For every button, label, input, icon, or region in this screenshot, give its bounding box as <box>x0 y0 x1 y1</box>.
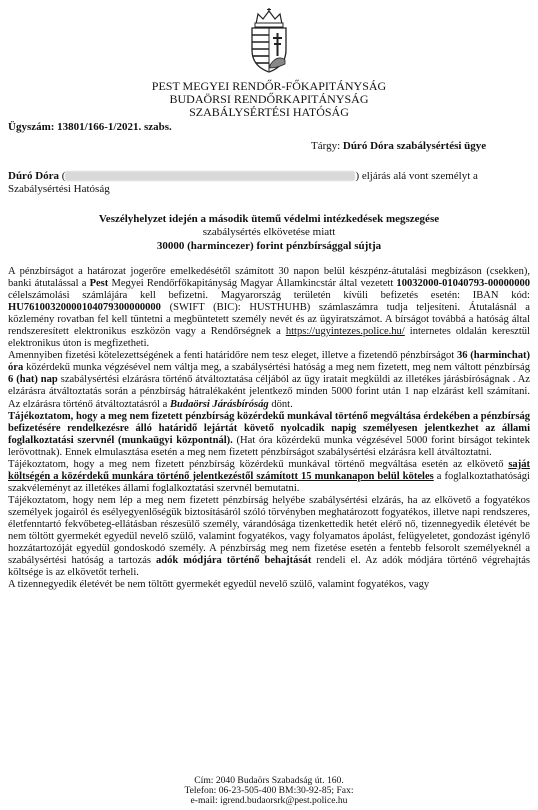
assessment-paragraph <box>8 459 530 495</box>
p5-text-a: Tájékoztatom, hogy nem lép a meg nem fizetett pénzbírság helyébe szabálysértési elzárás, ha az elkövető a fogyatékos személyek jogairól és esélyegyenlőségük biztosításáról szóló törvényben meghatározott fogyatékos, illetve napi rendszeres, életfenntartó fekvőbeteg-ellátásban részesülő személy, várandósága tizenkettedik hetét elérő nő, tizennegyedik életévét be nem töltött gyermekét egyedül nevelő szülő, valamint fogyatékos, vagy folyamatos ápolást, felügyeletet, gondozást igénylő hozzátartozóját egyedül gondoskodó személy. A pénzbírság meg nem fizetése esetén a fentebb felsorolt személyeknél a szabálysértési hatóság a tartozás <box>8 494 530 567</box>
p1-text-c: Megyei Rendőrfőkapitányság Magyar Államkincstár által vezetett <box>108 278 397 290</box>
work-hours: 36 (harminchat) óra <box>8 350 530 374</box>
intro-line-1: Dúró Dóra ( ) eljárás alá vont személyt a <box>8 170 478 182</box>
redacted-personal-data <box>65 171 355 181</box>
p2-text-e: szabálysértési elzárásra történő átváltoztatása céljából az ügy iratait megküldi az illetékes járásbíróságnak . Az elzárásra átváltoztatás során a pénzbírság hátralékaként jelentkező minden 5000 forint után 1 nap elzárást kell számítani. Az elzárásra történő átváltoztatásról a <box>8 374 530 410</box>
p1-text-a: A pénzbírságot a határozat jogerőre emelkedésétől számított 30 napon belül készpénz-átutalási megbízáson (csekken), banki átutalással a <box>8 266 530 290</box>
p3-text-b: (Hat óra közérdekű munka végzésével 5000 forint bírságot tekintek lerövottnak). Ennek elmulasztása esetén a meg nem fizetett pénzbírságot szabálysértési elzárásra kell átváltoztatni. <box>8 434 530 458</box>
subject-value: Dúró Dóra szabálysértési ügye <box>342 140 487 152</box>
p1-text-g: (SWIFT (BIC): HUSTHUHB) számlaszámra tudja teljesíteni. Átutalásnál a közlemény rovatban fel kell tüntetni a megbüntetett személy nevét és az ügyiratszámot. A bírságot továbbá a hatóság által rendszeresített elektronikus eszközön vagy a Rendőrségnek a <box>8 302 530 338</box>
p5-text-d: . Az adók módjára történő végrehajtás költsége is az elkövetőt terheli. <box>8 555 531 579</box>
decision-line-2: szabálysértés elkövetése miatt <box>202 226 336 238</box>
intro-rest: ) eljárás alá vont személyt a <box>355 170 478 182</box>
p4-deadline: saját költségén a közérdekű munkára történő jelentkezéstől számított 15 munkanapon belül köteles <box>8 458 530 482</box>
p3-text-a: Tájékoztatom, hogy a meg nem fizetett pénzbírság közérdekű munkával történő megváltása érdekében a pénzbírság befizetésére rendelkezésre álló határidő lejártát követő nyolcadik napig személyesen jelentkezhet az állami foglalkoztatási szervnél (munkaügyi központnál). <box>8 410 531 446</box>
account-number: 10032000-01040793-00000000 <box>396 278 531 290</box>
payment-paragraph <box>8 266 530 350</box>
footer-address: Cím: 2040 Budaörs Szabadság út. 160. <box>194 775 344 786</box>
p4-text-c: a foglalkoztathatósági szakvéleményt az illetékes állami foglalkoztatási szervnél bemutatni. <box>8 470 530 494</box>
p5-text-c: rendeli el <box>311 555 359 567</box>
detention-days: 6 (hat) nap <box>8 374 58 386</box>
org-name-3: SZABÁLYSÉRTÉSI HATÓSÁG <box>189 105 349 119</box>
case-number: Ügyszám: 13801/166-1/2021. szabs. <box>8 121 172 133</box>
respondent-name: Dúró Dóra <box>8 170 60 182</box>
decision-line-3: 30000 (harmincezer) forint pénzbírsággal sújtja <box>156 240 382 252</box>
police-portal-link[interactable]: https://ugyintezes.police.hu/ <box>285 326 405 338</box>
p2-text-a: Amennyiben fizetési kötelezettségének a fenti határidőre nem tesz eleget, illetve a fizetendő pénzbírságot <box>8 350 457 362</box>
iban-number: HU76100320000104079300000000 <box>8 302 161 314</box>
exemption-paragraph <box>8 495 530 579</box>
hungarian-coat-of-arms-icon <box>242 8 296 74</box>
org-name-1: PEST MEGYEI RENDŐR-FŐKAPITÁNYSÁG <box>151 79 387 93</box>
case-subject <box>311 140 486 152</box>
p1-text-i: internetes oldalán keresztül elektronikus úton is megfizetheti. <box>8 326 530 350</box>
public-work-paragraph <box>8 411 530 459</box>
p1-county: Pest <box>89 278 109 290</box>
org-name-2: BUDAÖRSI RENDŐRKAPITÁNYSÁG <box>169 92 369 106</box>
tax-collection: adók módjára történő behajtását <box>155 555 312 567</box>
p4-text-a: Tájékoztatom, hogy a meg nem fizetett pénzbírság közérdekű munkával történő megváltása esetén az elkövető <box>8 458 509 470</box>
p1-text-e: célelszámolási számlájára kell befizetni. Magyarország területén kívüli befizetés esetén: IBAN kód: <box>8 290 530 302</box>
subject-label: Tárgy: <box>311 140 343 152</box>
p2-text-c: közérdekű munka végzésével nem váltja meg, a szabálysértési hatóság a meg nem fizetett, meg nem váltott pénzbírság <box>23 362 530 374</box>
body-text <box>8 266 530 591</box>
court-name: Budaörsi Járásbíróság <box>169 398 269 410</box>
p2-text-g: dönt. <box>268 398 293 410</box>
footer-phone: Telefon: 06-23-505-400 BM:30-92-85; Fax: <box>184 785 354 796</box>
footer-email: e-mail: igrend.budaorsrk@pest.police.hu <box>190 795 348 806</box>
intro-line-2: Szabálysértési Hatóság <box>8 183 110 195</box>
decision-line-1: Veszélyhelyzet idején a második ütemű védelmi intézkedések megszegése <box>98 213 440 225</box>
default-paragraph <box>8 350 530 410</box>
final-paragraph: A tizennegyedik életévét be nem töltött gyermekét egyedül nevelő szülő, valamint fogyatékos, vagy <box>8 579 430 591</box>
